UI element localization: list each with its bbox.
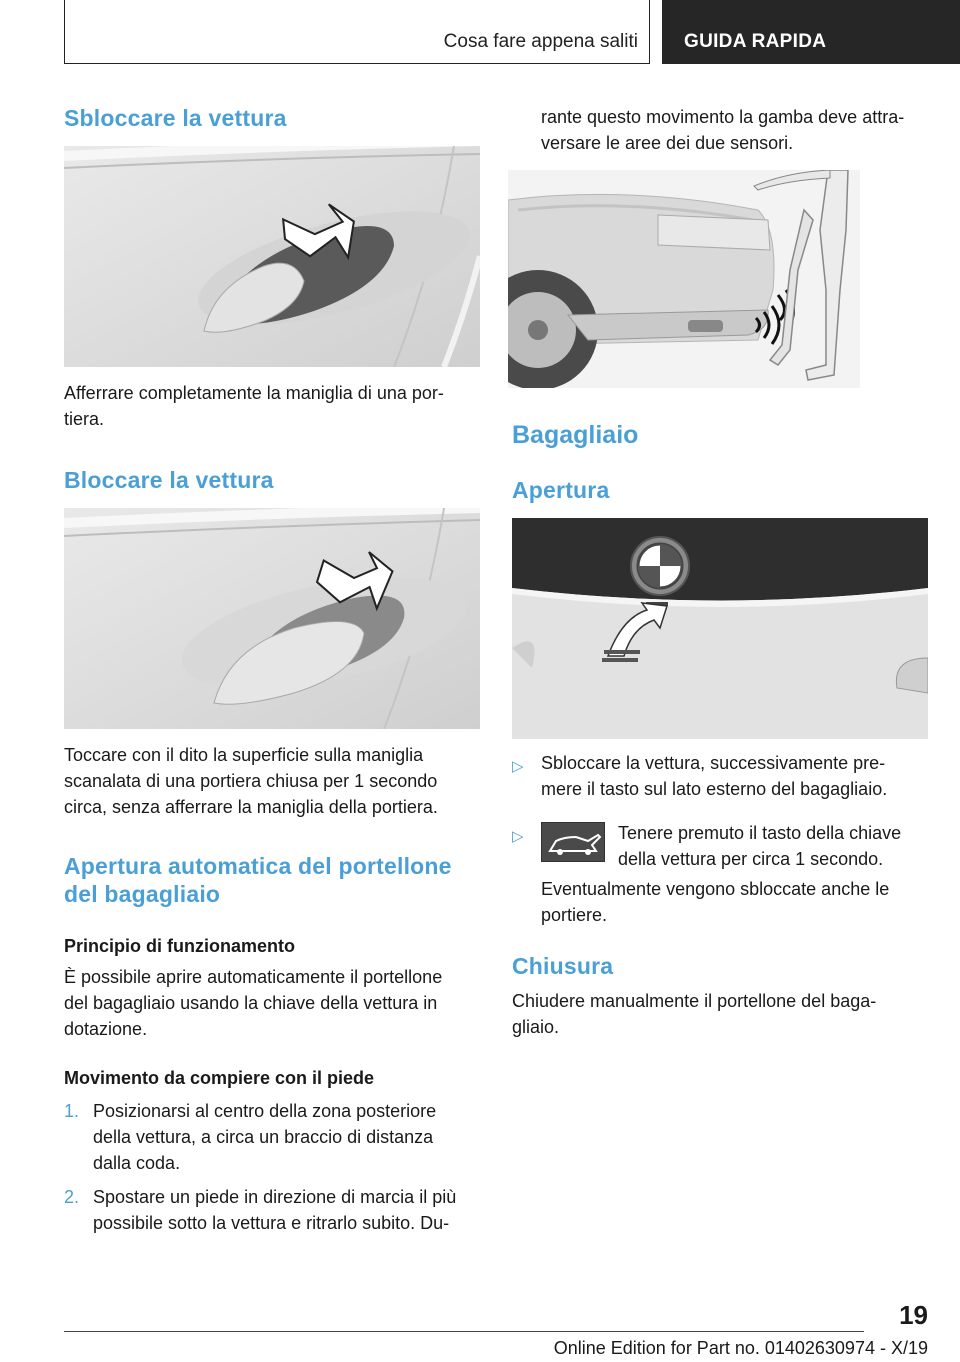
lock-text-1: Toccare con il dito la superficie sulla maniglia: [64, 745, 424, 765]
auto-tailgate-heading-line1: Apertura automatica del portellone: [64, 853, 452, 879]
bullet-2-line1: Tenere premuto il tasto della chiave: [618, 823, 902, 843]
step-number: 2.: [64, 1187, 80, 1207]
bullet-2-line2: della vettura per circa 1 secondo.: [618, 849, 884, 869]
bullet-1-line2: mere il tasto sul lato esterno del bagagliaio.: [541, 779, 888, 799]
trunk-button-image: [512, 518, 928, 739]
bullet-1-line1: Sbloccare la vettura, successivamente pre-: [541, 753, 886, 773]
header-divider: [649, 0, 650, 64]
closing-text-2: gliaio.: [512, 1017, 560, 1037]
closing-text-1: Chiudere manualmente il portellone del baga-: [512, 991, 877, 1011]
step-number: 1.: [64, 1101, 80, 1121]
movement-heading: Movimento da compiere con il piede: [64, 1068, 375, 1088]
closing-heading: Chiusura: [512, 953, 614, 979]
chapter-tab[interactable]: GUIDA RAPIDA: [662, 0, 960, 64]
trunk-heading: Bagagliaio: [512, 421, 639, 449]
edition-note: Online Edition for Part no. 01402630974 - X/19: [553, 1338, 928, 1358]
bullet-2-extra-line2: portiere.: [541, 905, 608, 925]
opening-heading: Apertura: [512, 477, 610, 503]
step-2-line1: Spostare un piede in direzione di marcia il più: [93, 1187, 457, 1207]
principle-text-2: del bagagliaio usando la chiave della vettura in: [64, 993, 438, 1013]
principle-text-1: È possibile aprire automaticamente il portellone: [64, 967, 443, 987]
car-rear-kick-sensor-image: [508, 170, 860, 388]
bullet-marker: ▷: [512, 758, 524, 775]
bullet-2-extra-line1: Eventualmente vengono sbloccate anche le: [541, 879, 890, 899]
unlock-heading: Sbloccare la vettura: [64, 105, 287, 131]
bmw-logo-icon: [631, 537, 689, 595]
lock-heading: Bloccare la vettura: [64, 467, 274, 493]
principle-heading: Principio di funzionamento: [64, 936, 295, 956]
unlock-text-2: tiera.: [64, 409, 105, 429]
step-2-line2: possibile sotto la vettura e ritrarlo subito. Du-: [93, 1213, 450, 1233]
door-handle-touch-image: [64, 508, 480, 729]
footer-rule: [64, 1331, 864, 1332]
bullet-marker: ▷: [512, 828, 524, 845]
continued-text-1: rante questo movimento la gamba deve attra-: [541, 107, 905, 127]
lock-text-2: scanalata di una portiera chiusa per 1 secondo: [64, 771, 438, 791]
car-trunk-open-icon: [541, 822, 605, 862]
door-handle-grab-image: [64, 146, 480, 367]
step-1-line2: della vettura, a circa un braccio di distanza: [93, 1127, 434, 1147]
header-bottom-rule: [64, 63, 650, 64]
auto-tailgate-heading-line2: del bagagliaio: [64, 881, 221, 907]
continued-text-2: versare le aree dei due sensori.: [541, 133, 794, 153]
unlock-text-1: Afferrare completamente la maniglia di una por-: [64, 383, 444, 403]
page-number: 19: [899, 1300, 928, 1330]
principle-text-3: dotazione.: [64, 1019, 148, 1039]
section-title: Cosa fare appena saliti: [443, 31, 638, 52]
lock-text-3: circa, senza afferrare la maniglia della portiera.: [64, 797, 438, 817]
step-1-line1: Posizionarsi al centro della zona posteriore: [93, 1101, 437, 1121]
step-1-line3: dalla coda.: [93, 1153, 181, 1173]
